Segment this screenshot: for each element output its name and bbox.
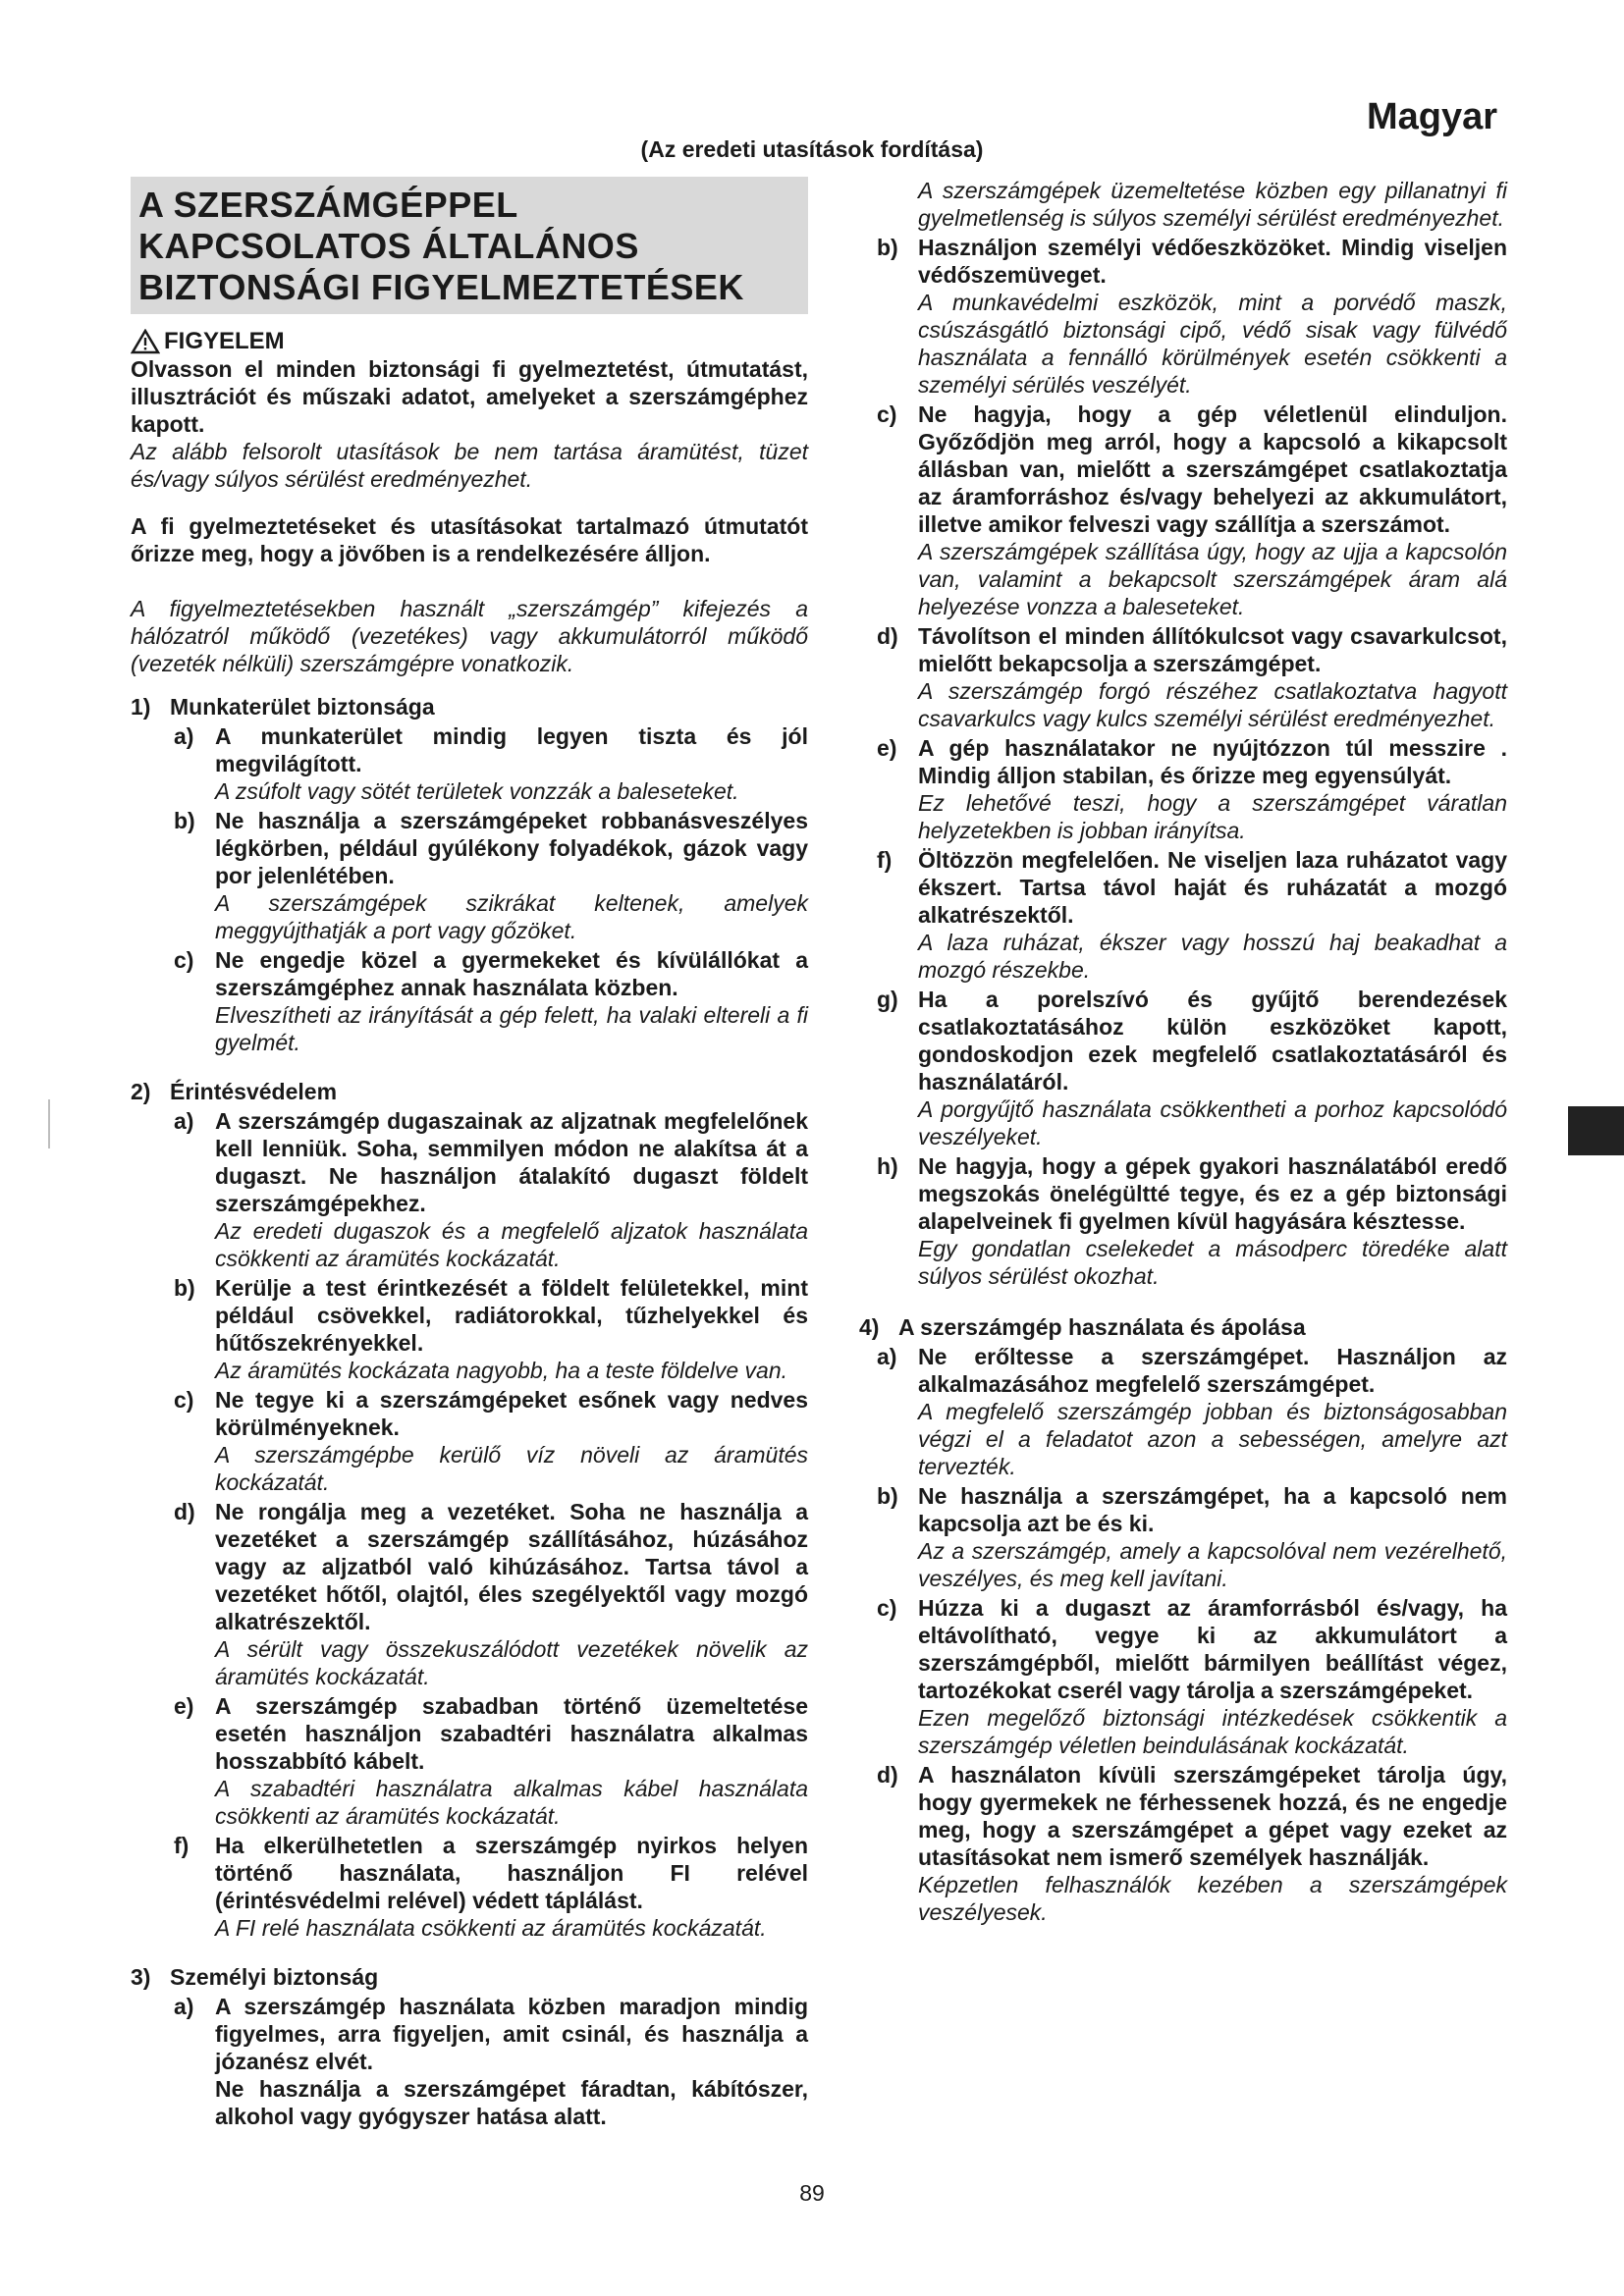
item-bold: A használaton kívüli szerszámgépeket tárolja úgy, hogy gyermekek ne férhessenek hozzá, és ne engedje meg, hogy a szerszámgépet a gépet vagy ezeket az utasításokat nem ismerő személyek használják. <box>918 1762 1507 1870</box>
item-bold: Használjon személyi védőeszközöket. Mindig viseljen védőszemüveget. <box>918 235 1507 288</box>
section-title-text: Személyi biztonság <box>170 1964 379 1990</box>
item-letter: b) <box>877 1483 898 1509</box>
item-italic: Az a szerszámgép, amely a kapcsolóval nem vezérelhető, veszélyes, és meg kell javítani. <box>918 1538 1507 1591</box>
item-letter: d) <box>877 1762 898 1788</box>
item-bold: Ne használja a szerszámgépet fáradtan, kábítószer, alkohol vagy gyógyszer hatása alatt. <box>215 2076 808 2129</box>
item-letter: h) <box>877 1153 898 1179</box>
item-letter: c) <box>174 947 194 973</box>
continued-text <box>859 177 1507 232</box>
list-item <box>131 1107 808 1272</box>
item-letter: b) <box>174 808 195 833</box>
title-line: A SZERSZÁMGÉPPEL <box>138 185 518 225</box>
item-bold: Ne rongálja meg a vezetéket. Soha ne használja a vezetéket a szerszámgép szállításához, húzásához vagy az aljzatból való kihúzásához. Tartsa távol a vezetéket hőtől, olajtól, éles szegélyektől vagy mozgó alkatrészektől. <box>215 1499 808 1634</box>
list-item <box>859 1343 1507 1480</box>
item-italic: A szerszámgépek üzemeltetése közben egy pillanatnyi fi gyelmetlenség is súlyos személyi sérülést eredményezhet. <box>918 178 1507 231</box>
item-italic: A porgyűjtő használata csökkentheti a porhoz kapcsolódó veszélyeket. <box>918 1096 1507 1149</box>
item-letter: a) <box>174 1108 194 1134</box>
item-letter: e) <box>877 735 897 761</box>
section-number: 3) <box>131 1964 151 1990</box>
item-bold: Ne hagyja, hogy a gépek gyakori használatából eredő megszokás önelégültté tegye, és ez a gép biztonsági alapelveinek fi gyelmen kívül hagyására késztesse. <box>918 1153 1507 1234</box>
item-bold: A munkaterület mindig legyen tiszta és jól megvilágított. <box>215 723 808 776</box>
translation-subtitle: (Az eredeti utasítások fordítása) <box>640 136 984 162</box>
section-4-heading <box>859 1313 1507 1341</box>
item-letter: a) <box>174 1994 194 2019</box>
item-bold: A szerszámgép használata közben maradjon mindig figyelmes, arra figyeljen, amit csinál, és használja a józanész elvét. <box>215 1994 808 2074</box>
list-item <box>859 234 1507 399</box>
list-item <box>859 846 1507 984</box>
list-item <box>131 946 808 1056</box>
warning-heading <box>131 328 808 355</box>
item-italic: Képzetlen felhasználók kezében a szerszámgépek veszélyesek. <box>918 1872 1507 1925</box>
item-bold: Ne használja a szerszámgépeket robbanásveszélyes légkörben, például gyúlékony folyadékok, gázok vagy por jelenlétében. <box>215 808 808 888</box>
list-item <box>131 722 808 805</box>
item-italic: A szabadtéri használatra alkalmas kábel használata csökkenti az áramütés kockázatát. <box>215 1776 808 1829</box>
title-line: KAPCSOLATOS ÁLTALÁNOS <box>138 226 639 266</box>
section-title-text: A szerszámgép használata és ápolása <box>898 1314 1306 1340</box>
item-letter: d) <box>174 1499 195 1524</box>
item-letter: a) <box>877 1344 897 1369</box>
item-letter: d) <box>877 623 898 649</box>
list-item <box>859 1152 1507 1290</box>
section-3-heading <box>131 1963 808 1991</box>
intro-italic: Az alább felsorolt utasítások be nem tartása áramütést, tüzet és/vagy súlyos sérülést eredményezhet. <box>131 439 808 492</box>
item-letter: f) <box>877 847 893 873</box>
item-bold: Kerülje a test érintkezését a földelt felületekkel, mint például csövekkel, radiátorokkal, tűzhelyekkel és hűtőszekrényekkel. <box>215 1275 808 1356</box>
list-item <box>859 986 1507 1150</box>
warning-triangle-icon <box>131 329 160 354</box>
item-letter: a) <box>174 723 194 749</box>
section-number: 4) <box>859 1314 880 1340</box>
section-number: 2) <box>131 1079 151 1104</box>
term-definition: A figyelmeztetésekben használt „szerszámgép” kifejezés a hálózatról működő (vezetékes) vagy akkumulátorról működő (vezeték nélküli) szerszámgépre vonatkozik. <box>131 596 808 676</box>
item-letter: b) <box>877 235 898 260</box>
item-letter: c) <box>174 1387 194 1413</box>
intro-bold: Olvasson el minden biztonsági fi gyelmeztetést, útmutatást, illusztrációt és műszaki adatot, amelyeket a szerszámgéphez kapott. <box>131 356 808 437</box>
item-bold: Ha elkerülhetetlen a szerszámgép nyirkos helyen történő használata, használjon FI relével (érintésvédelmi relével) védett táplálást. <box>215 1833 808 1913</box>
item-italic: A sérült vagy összekuszálódott vezetékek növelik az áramütés kockázatát. <box>215 1636 808 1689</box>
item-letter: c) <box>877 401 897 427</box>
list-item <box>131 1274 808 1384</box>
title-line: BIZTONSÁGI FIGYELMEZTETÉSEK <box>138 267 744 307</box>
list-item <box>131 1386 808 1496</box>
section-number: 1) <box>131 694 151 720</box>
item-bold: Ha a porelszívó és gyűjtő berendezések csatlakoztatásához külön eszközöket kapott, gondoskodjon ezek megfelelő csatlakoztatásáról és használatáról. <box>918 987 1507 1095</box>
item-italic: A megfelelő szerszámgép jobban és biztonságosabban végzi el a feladatot azon a sebességen, amelyre azt tervezték. <box>918 1399 1507 1479</box>
item-italic: Az eredeti dugaszok és a megfelelő aljzatok használata csökkenti az áramütés kockázatát. <box>215 1218 808 1271</box>
item-italic: A FI relé használata csökkenti az áramütés kockázatát. <box>215 1915 767 1941</box>
item-italic: A szerszámgép forgó részéhez csatlakoztatva hagyott csavarkulcs vagy kulcs személyi sérülést eredményezhet. <box>918 678 1507 731</box>
list-item <box>859 1761 1507 1926</box>
margin-mark <box>48 1099 50 1148</box>
keep-instructions: A fi gyelmeztetéseket és utasításokat tartalmazó útmutatót őrizze meg, hogy a jövőben is a rendelkezésére álljon. <box>131 513 808 566</box>
item-italic: A szerszámgépek szállítása úgy, hogy az ujja a kapcsolón van, valamint a bekapcsolt szerszámgépek áram alá helyezése vonzza a baleseteket. <box>918 539 1507 619</box>
item-bold: Ne hagyja, hogy a gép véletlenül elinduljon. Győződjön meg arról, hogy a kapcsoló a kikapcsolt állásban van, mielőtt a szerszámgépet csatlakoztatja az áramforráshoz és/vagy behelyezi az akkumulátort, illetve amikor felveszi vagy szállítja a szerszámot. <box>918 401 1507 537</box>
section-2-heading <box>131 1078 808 1105</box>
item-bold: A szerszámgép szabadban történő üzemeltetése esetén használjon szabadtéri használatra alkalmas hosszabbító kábelt. <box>215 1693 808 1774</box>
section-title <box>131 177 808 314</box>
item-letter: f) <box>174 1833 189 1858</box>
list-item <box>131 1832 808 1942</box>
page-number: 89 <box>799 2180 825 2206</box>
list-item <box>859 622 1507 732</box>
section-title-text: Munkaterület biztonsága <box>170 694 435 720</box>
list-item <box>131 1498 808 1690</box>
item-italic: A szerszámgépbe kerülő víz növeli az áramütés kockázatát. <box>215 1442 808 1495</box>
item-italic: A munkavédelmi eszközök, mint a porvédő maszk, csúszásgátló biztonsági cipő, védő sisak vagy fülvédő használata a fennálló körülmények esetén csökkenti a személyi sérülés veszélyét. <box>918 290 1507 398</box>
item-bold: A szerszámgép dugaszainak az aljzatnak megfelelőnek kell lenniük. Soha, semmilyen módon ne alakítsa át a dugaszt. Ne használjon átalakító dugaszt földelt szerszámgépekhez. <box>215 1108 808 1216</box>
item-italic: A szerszámgépek szikrákat keltenek, amelyek meggyújthatják a port vagy gőzöket. <box>215 890 808 943</box>
item-italic: Ezen megelőző biztonsági intézkedések csökkentik a szerszámgép véletlen beindulásának kockázatát. <box>918 1705 1507 1758</box>
list-item <box>131 807 808 944</box>
language-label: Magyar <box>1367 96 1498 137</box>
item-letter: g) <box>877 987 898 1012</box>
page-edge-tab <box>1568 1106 1624 1155</box>
right-column <box>859 177 1507 1926</box>
list-item <box>859 1482 1507 1592</box>
left-column <box>131 177 808 2130</box>
item-italic: Ez lehetővé teszi, hogy a szerszámgépet váratlan helyzetekben is jobban irányítsa. <box>918 790 1507 843</box>
list-item <box>859 1594 1507 1759</box>
item-bold: Húzza ki a dugaszt az áramforrásból és/vagy, ha eltávolítható, vegye ki az akkumulátort a szerszámgépből, mielőtt bármilyen beállítást végez, tartozékokat cserél vagy tárolja a szerszámgépeket. <box>918 1595 1507 1703</box>
section-title-text: Érintésvédelem <box>170 1079 338 1104</box>
item-bold: Öltözzön megfelelően. Ne viseljen laza ruházatot vagy ékszert. Tartsa távol haját és ruházatát a mozgó alkatrészektől. <box>918 847 1507 928</box>
list-item <box>859 400 1507 620</box>
list-item <box>131 1993 808 2130</box>
warning-label: FIGYELEM <box>164 328 285 354</box>
item-bold: Ne erőltesse a szerszámgépet. Használjon az alkalmazásához megfelelő szerszámgépet. <box>918 1344 1507 1397</box>
item-bold: Ne tegye ki a szerszámgépeket esőnek vagy nedves körülményeknek. <box>215 1387 808 1440</box>
item-bold: A gép használatakor ne nyújtózzon túl messzire . Mindig álljon stabilan, és őrizze meg egyensúlyát. <box>918 735 1507 788</box>
list-item <box>131 1692 808 1830</box>
item-letter: c) <box>877 1595 897 1621</box>
section-1-heading <box>131 693 808 721</box>
list-item <box>859 734 1507 844</box>
item-letter: e) <box>174 1693 194 1719</box>
item-letter: b) <box>174 1275 195 1301</box>
item-bold: Ne engedje közel a gyermekeket és kívülállókat a szerszámgéphez annak használata közben. <box>215 947 808 1000</box>
item-italic: A laza ruházat, ékszer vagy hosszú haj beakadhat a mozgó részekbe. <box>918 930 1507 983</box>
item-italic: Az áramütés kockázata nagyobb, ha a teste földelve van. <box>215 1358 788 1383</box>
item-bold: Ne használja a szerszámgépet, ha a kapcsoló nem kapcsolja azt be és ki. <box>918 1483 1507 1536</box>
item-italic: Egy gondatlan cselekedet a másodperc töredéke alatt súlyos sérülést okozhat. <box>918 1236 1507 1289</box>
item-italic: A zsúfolt vagy sötét területek vonzzák a baleseteket. <box>215 778 739 804</box>
item-italic: Elveszítheti az irányítását a gép felett, ha valaki eltereli a fi gyelmét. <box>215 1002 808 1055</box>
item-bold: Távolítson el minden állítókulcsot vagy csavarkulcsot, mielőtt bekapcsolja a szerszámgépet. <box>918 623 1507 676</box>
